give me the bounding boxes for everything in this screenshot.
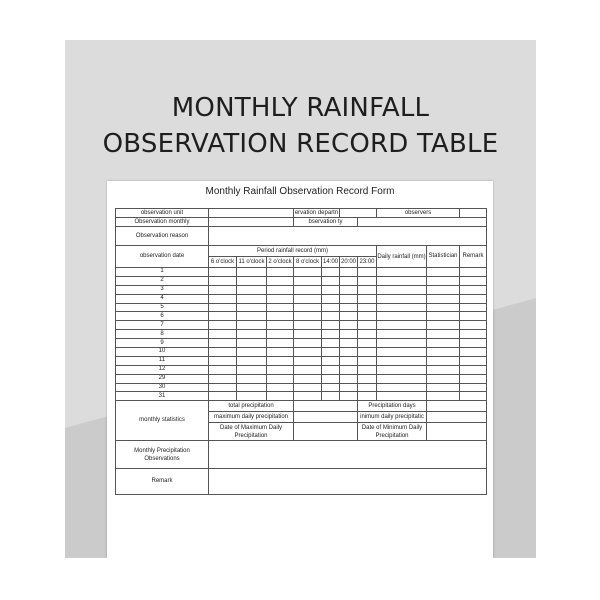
- label-maximum-daily-precipitation: maximum daily precipitation: [209, 412, 294, 423]
- day-number: 10: [116, 348, 209, 357]
- day-entry-cell[interactable]: [209, 348, 237, 357]
- day-entry-cell[interactable]: [322, 392, 340, 401]
- day-entry-cell[interactable]: [322, 303, 340, 312]
- day-number: 3: [116, 285, 209, 294]
- day-entry-cell[interactable]: [358, 365, 377, 374]
- day-entry-cell[interactable]: [340, 383, 358, 392]
- day-entry-cell[interactable]: [209, 285, 237, 294]
- day-entry-cell[interactable]: [322, 268, 340, 277]
- day-row: [116, 294, 487, 303]
- day-row: [116, 268, 487, 277]
- day-entry-cell[interactable]: [237, 312, 267, 321]
- day-entry-cell[interactable]: [322, 294, 340, 303]
- field-observers[interactable]: [460, 209, 487, 218]
- day-entry-cell[interactable]: [340, 330, 358, 339]
- day-entry-cell[interactable]: [209, 365, 237, 374]
- day-number: 31: [116, 392, 209, 401]
- day-entry-cell[interactable]: [358, 312, 377, 321]
- day-number: 11: [116, 356, 209, 365]
- day-entry-cell[interactable]: [340, 294, 358, 303]
- headline-line-2: OBSERVATION RECORD TABLE: [102, 129, 499, 159]
- day-entry-cell[interactable]: [237, 321, 267, 330]
- day-entry-cell[interactable]: [460, 321, 487, 330]
- day-entry-cell[interactable]: [340, 356, 358, 365]
- day-entry-cell[interactable]: [340, 276, 358, 285]
- day-entry-cell[interactable]: [237, 330, 267, 339]
- day-number: 5: [116, 303, 209, 312]
- day-entry-cell[interactable]: [209, 303, 237, 312]
- day-entry-cell[interactable]: [294, 383, 322, 392]
- time-11-oclock: 11 o'clock: [237, 257, 267, 268]
- label-period-rainfall: Period rainfall record (mm): [209, 246, 377, 257]
- day-entry-cell[interactable]: [267, 374, 294, 383]
- preview-panel: [65, 40, 536, 558]
- day-entry-cell[interactable]: [427, 392, 460, 401]
- day-entry-cell[interactable]: [358, 339, 377, 348]
- label-observation-monthly: Observation monthly: [116, 218, 209, 227]
- day-entry-cell[interactable]: [340, 392, 358, 401]
- field-remark[interactable]: [209, 469, 487, 495]
- day-entry-cell[interactable]: [340, 285, 358, 294]
- day-entry-cell[interactable]: [294, 392, 322, 401]
- day-entry-cell[interactable]: [294, 374, 322, 383]
- day-entry-cell[interactable]: [267, 383, 294, 392]
- day-entry-cell[interactable]: [358, 303, 377, 312]
- day-entry-cell[interactable]: [267, 303, 294, 312]
- day-entry-cell[interactable]: [377, 356, 427, 365]
- label-statistician: Statistician: [427, 246, 460, 268]
- day-entry-cell[interactable]: [460, 365, 487, 374]
- day-entry-cell[interactable]: [267, 312, 294, 321]
- day-row: [116, 383, 487, 392]
- day-entry-cell[interactable]: [209, 312, 237, 321]
- day-entry-cell[interactable]: [427, 321, 460, 330]
- field-observation-type[interactable]: [358, 218, 487, 227]
- rainfall-record-table: [115, 208, 487, 495]
- field-date-of-minimum-daily-precipitation[interactable]: [427, 423, 487, 441]
- day-entry-cell[interactable]: [322, 348, 340, 357]
- day-entry-cell[interactable]: [294, 303, 322, 312]
- day-entry-cell[interactable]: [267, 339, 294, 348]
- form-title: Monthly Rainfall Observation Record Form: [205, 186, 395, 197]
- time-2000: 20:00: [340, 257, 358, 268]
- label-monthly-statistics: monthly statistics: [116, 401, 209, 441]
- day-row: [116, 392, 487, 401]
- label-observation-reason: Observation reason: [116, 227, 209, 246]
- day-entry-cell[interactable]: [294, 348, 322, 357]
- day-entry-cell[interactable]: [237, 392, 267, 401]
- field-observation-monthly[interactable]: [209, 218, 294, 227]
- day-row: [116, 365, 487, 374]
- day-number: 2: [116, 276, 209, 285]
- day-entry-cell[interactable]: [377, 294, 427, 303]
- day-entry-cell[interactable]: [209, 383, 237, 392]
- day-entry-cell[interactable]: [267, 285, 294, 294]
- day-entry-cell[interactable]: [209, 356, 237, 365]
- day-entry-cell[interactable]: [294, 276, 322, 285]
- day-entry-cell[interactable]: [267, 268, 294, 277]
- label-date-of-maximum-daily-precipitation: Date of Maximum Daily Precipitation: [209, 423, 294, 441]
- day-entry-cell[interactable]: [460, 330, 487, 339]
- day-entry-cell[interactable]: [427, 285, 460, 294]
- day-entry-cell[interactable]: [237, 276, 267, 285]
- field-monthly-precipitation-observations[interactable]: [209, 441, 487, 469]
- day-number: 29: [116, 374, 209, 383]
- day-number: 4: [116, 294, 209, 303]
- day-entry-cell[interactable]: [322, 330, 340, 339]
- label-remark: Remark: [116, 469, 209, 495]
- day-entry-cell[interactable]: [267, 356, 294, 365]
- day-entry-cell[interactable]: [294, 268, 322, 277]
- day-entry-cell[interactable]: [358, 356, 377, 365]
- field-maximum-daily-precipitation[interactable]: [294, 412, 358, 423]
- day-entry-cell[interactable]: [237, 348, 267, 357]
- day-row: [116, 356, 487, 365]
- day-entry-cell[interactable]: [377, 392, 427, 401]
- day-entry-cell[interactable]: [209, 330, 237, 339]
- day-entry-cell[interactable]: [209, 392, 237, 401]
- day-entry-cell[interactable]: [322, 321, 340, 330]
- day-row: [116, 303, 487, 312]
- label-daily-rainfall: Daily rainfall (mm): [377, 246, 427, 268]
- day-row: [116, 285, 487, 294]
- day-entry-cell[interactable]: [377, 348, 427, 357]
- day-number: 12: [116, 365, 209, 374]
- day-row: [116, 330, 487, 339]
- day-entry-cell[interactable]: [294, 356, 322, 365]
- time-2300: 23:00: [358, 257, 377, 268]
- day-entry-cell[interactable]: [322, 374, 340, 383]
- day-entry-cell[interactable]: [340, 303, 358, 312]
- day-entry-cell[interactable]: [427, 374, 460, 383]
- day-entry-cell[interactable]: [377, 321, 427, 330]
- day-entry-cell[interactable]: [340, 365, 358, 374]
- day-entry-cell[interactable]: [427, 330, 460, 339]
- time-6-oclock: 6 o'clock: [209, 257, 237, 268]
- day-entry-cell[interactable]: [294, 285, 322, 294]
- day-entry-cell[interactable]: [237, 356, 267, 365]
- day-entry-cell[interactable]: [294, 330, 322, 339]
- day-entry-cell[interactable]: [460, 339, 487, 348]
- day-entry-cell[interactable]: [460, 303, 487, 312]
- time-1400: 14:00: [322, 257, 340, 268]
- day-entry-cell[interactable]: [340, 348, 358, 357]
- day-entry-cell[interactable]: [427, 348, 460, 357]
- day-row: [116, 339, 487, 348]
- day-entry-cell[interactable]: [294, 321, 322, 330]
- field-precipitation-days[interactable]: [427, 401, 487, 412]
- day-entry-cell[interactable]: [340, 268, 358, 277]
- day-entry-cell[interactable]: [460, 294, 487, 303]
- day-entry-cell[interactable]: [322, 356, 340, 365]
- day-entry-cell[interactable]: [340, 312, 358, 321]
- day-entry-cell[interactable]: [358, 348, 377, 357]
- day-entry-cell[interactable]: [460, 392, 487, 401]
- day-entry-cell[interactable]: [358, 268, 377, 277]
- day-number: 9: [116, 339, 209, 348]
- day-entry-cell[interactable]: [209, 374, 237, 383]
- day-entry-cell[interactable]: [267, 365, 294, 374]
- day-entry-cell[interactable]: [322, 276, 340, 285]
- day-entry-cell[interactable]: [322, 383, 340, 392]
- day-entry-cell[interactable]: [358, 374, 377, 383]
- day-entry-cell[interactable]: [209, 321, 237, 330]
- day-entry-cell[interactable]: [237, 339, 267, 348]
- day-entry-cell[interactable]: [294, 365, 322, 374]
- day-row: [116, 321, 487, 330]
- day-entry-cell[interactable]: [267, 348, 294, 357]
- day-entry-cell[interactable]: [209, 276, 237, 285]
- day-entry-cell[interactable]: [427, 276, 460, 285]
- day-row: [116, 312, 487, 321]
- day-entry-cell[interactable]: [427, 356, 460, 365]
- label-observation-type: bservation ty: [294, 218, 358, 227]
- day-number: 7: [116, 321, 209, 330]
- day-entry-cell[interactable]: [460, 383, 487, 392]
- day-row: [116, 374, 487, 383]
- day-entry-cell[interactable]: [427, 312, 460, 321]
- day-entry-cell[interactable]: [237, 303, 267, 312]
- day-number: 30: [116, 383, 209, 392]
- time-8-oclock: 8 o'clock: [294, 257, 322, 268]
- day-entry-cell[interactable]: [340, 374, 358, 383]
- day-entry-cell[interactable]: [358, 276, 377, 285]
- day-entry-cell[interactable]: [460, 356, 487, 365]
- day-entry-cell[interactable]: [427, 383, 460, 392]
- day-entry-cell[interactable]: [377, 374, 427, 383]
- label-observers: observers: [377, 209, 460, 218]
- day-entry-cell[interactable]: [209, 294, 237, 303]
- day-entry-cell[interactable]: [358, 294, 377, 303]
- day-number: 8: [116, 330, 209, 339]
- day-entry-cell[interactable]: [340, 321, 358, 330]
- field-observation-department[interactable]: [340, 209, 377, 218]
- day-entry-cell[interactable]: [377, 339, 427, 348]
- day-entry-cell[interactable]: [377, 365, 427, 374]
- day-entry-cell[interactable]: [322, 312, 340, 321]
- day-row: [116, 348, 487, 357]
- label-remark-column: Remark: [460, 246, 487, 268]
- day-entry-cell[interactable]: [267, 321, 294, 330]
- form-sheet: [107, 181, 493, 558]
- day-entry-cell[interactable]: [377, 330, 427, 339]
- day-entry-cell[interactable]: [358, 285, 377, 294]
- day-entry-cell[interactable]: [237, 285, 267, 294]
- day-entry-cell[interactable]: [267, 392, 294, 401]
- day-entry-cell[interactable]: [427, 365, 460, 374]
- label-precipitation-days: Precipitation days: [358, 401, 427, 412]
- day-entry-cell[interactable]: [267, 330, 294, 339]
- day-entry-cell[interactable]: [460, 268, 487, 277]
- day-entry-cell[interactable]: [427, 268, 460, 277]
- day-entry-cell[interactable]: [237, 365, 267, 374]
- day-entry-cell[interactable]: [427, 339, 460, 348]
- day-entry-cell[interactable]: [427, 294, 460, 303]
- day-entry-cell[interactable]: [209, 268, 237, 277]
- day-entry-cell[interactable]: [322, 285, 340, 294]
- day-entry-cell[interactable]: [377, 312, 427, 321]
- day-entry-cell[interactable]: [294, 294, 322, 303]
- day-entry-cell[interactable]: [340, 339, 358, 348]
- label-date-of-minimum-daily-precipitation: Date of Minimum Daily Precipitation: [358, 423, 427, 441]
- day-entry-cell[interactable]: [237, 268, 267, 277]
- day-entry-cell[interactable]: [377, 285, 427, 294]
- day-entry-cell[interactable]: [358, 321, 377, 330]
- day-entry-cell[interactable]: [377, 276, 427, 285]
- label-monthly-precipitation-observations: Monthly Precipitation Observations: [116, 441, 209, 469]
- day-entry-cell[interactable]: [358, 330, 377, 339]
- day-row: [116, 276, 487, 285]
- headline-line-1: MONTHLY RAINFALL: [171, 93, 430, 123]
- day-entry-cell[interactable]: [294, 339, 322, 348]
- label-observation-unit: observation unit: [116, 209, 209, 218]
- day-entry-cell[interactable]: [267, 294, 294, 303]
- day-entry-cell[interactable]: [377, 268, 427, 277]
- label-minimum-daily-precipitation: inimum daily precipitatic: [358, 412, 427, 423]
- field-observation-reason[interactable]: [209, 227, 487, 246]
- day-entry-cell[interactable]: [358, 383, 377, 392]
- day-number: 1: [116, 268, 209, 277]
- day-entry-cell[interactable]: [237, 383, 267, 392]
- day-entry-cell[interactable]: [460, 348, 487, 357]
- day-entry-cell[interactable]: [294, 312, 322, 321]
- day-number: 6: [116, 312, 209, 321]
- day-entry-cell[interactable]: [237, 294, 267, 303]
- day-entry-cell[interactable]: [460, 312, 487, 321]
- page-headline: [65, 90, 536, 162]
- label-total-precipitation: total precipitation: [209, 401, 294, 412]
- field-minimum-daily-precipitation[interactable]: [427, 412, 487, 423]
- day-entry-cell[interactable]: [237, 374, 267, 383]
- day-entry-cell[interactable]: [377, 303, 427, 312]
- label-observation-department: ervation departn: [294, 209, 339, 216]
- field-date-of-maximum-daily-precipitation[interactable]: [294, 423, 358, 441]
- field-observation-unit[interactable]: [209, 209, 294, 218]
- day-entry-cell[interactable]: [460, 285, 487, 294]
- day-entry-cell[interactable]: [377, 383, 427, 392]
- day-entry-cell[interactable]: [358, 392, 377, 401]
- time-2-oclock: 2 o'clock: [267, 257, 294, 268]
- day-entry-cell[interactable]: [427, 303, 460, 312]
- day-entry-cell[interactable]: [322, 365, 340, 374]
- day-entry-cell[interactable]: [209, 339, 237, 348]
- day-entry-cell[interactable]: [322, 339, 340, 348]
- label-observation-date: observation date: [116, 246, 209, 268]
- day-entry-cell[interactable]: [460, 276, 487, 285]
- day-entry-cell[interactable]: [460, 374, 487, 383]
- field-total-precipitation[interactable]: [294, 401, 358, 412]
- day-entry-cell[interactable]: [267, 276, 294, 285]
